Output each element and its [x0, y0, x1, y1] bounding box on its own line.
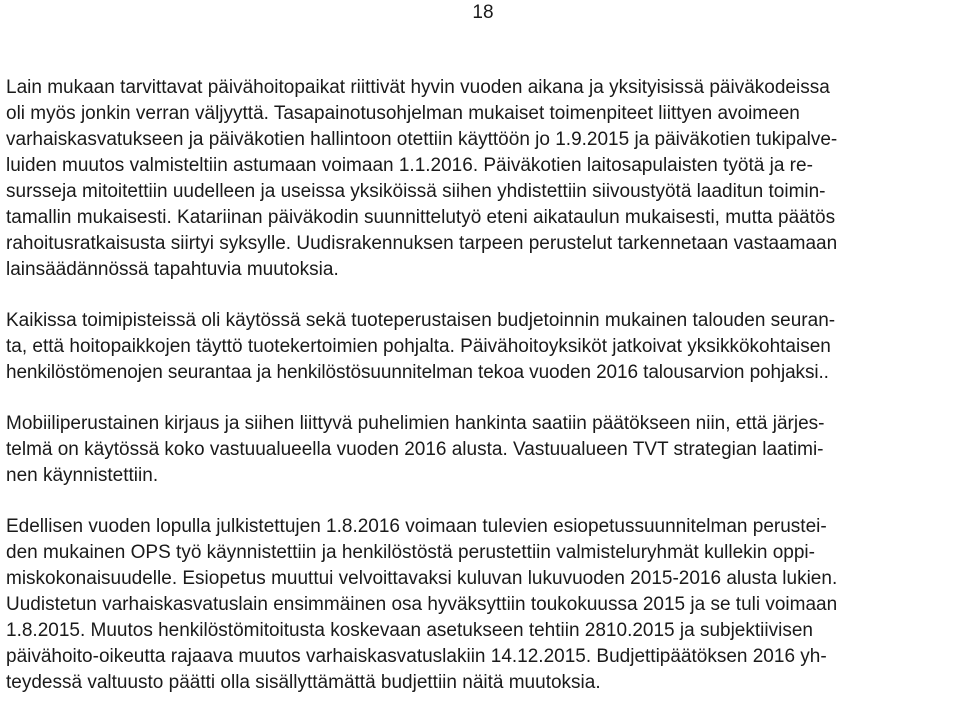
- text-line: miskokonaisuudelle. Esiopetus muuttui velvoittavaksi kuluvan lukuvuoden 2015-2016 alusta lukien.: [6, 568, 838, 589]
- text-line: lainsäädännössä tapahtuvia muutoksia.: [6, 259, 339, 280]
- text-line: tamallin mukaisesti. Katariinan päiväkodin suunnittelutyö eteni aikataulun mukaisesti, mutta päätös: [6, 207, 836, 228]
- text-line: varhaiskasvatukseen ja päiväkotien hallintoon otettiin käyttöön jo 1.9.2015 ja päiväkotien tukipalve-: [6, 129, 838, 150]
- text-line: Edellisen vuoden lopulla julkistettujen 1.8.2016 voimaan tulevien esiopetussuunnitelman perustei-: [6, 516, 827, 537]
- text-line: Uudistetun varhaiskasvatuslain ensimmäinen osa hyväksyttiin toukokuussa 2015 ja se tuli voimaan: [6, 594, 838, 615]
- text-line: 1.8.2015. Muutos henkilöstömitoitusta koskevaan asetukseen tehtiin 2810.2015 ja subjektiivisen: [6, 620, 813, 641]
- paragraph-3: [6, 411, 958, 489]
- text-line: Mobiiliperustainen kirjaus ja siihen liittyvä puhelimien hankinta saatiin päätökseen niin, että järjes-: [6, 413, 825, 434]
- text-line: telmä on käytössä koko vastuualueella vuoden 2016 alusta. Vastuualueen TVT strategian laatimi-: [6, 439, 824, 460]
- text-line: Kaikissa toimipisteissä oli käytössä sekä tuoteperustaisen budjetoinnin mukainen talouden seuran-: [6, 310, 836, 331]
- paragraph-4: [6, 514, 958, 696]
- text-line: päivähoito-oikeutta rajaava muutos varhaiskasvatuslakiin 14.12.2015. Budjettipäätöksen 2016 yh-: [6, 646, 827, 667]
- document-body: [6, 75, 958, 721]
- text-line: teydessä valtuusto päätti olla sisällyttämättä budjettiin näitä muutoksia.: [6, 672, 601, 693]
- text-line: Lain mukaan tarvittavat päivähoitopaikat riittivät hyvin vuoden aikana ja yksityisissä päiväkodeissa: [6, 77, 830, 98]
- text-line: sursseja mitoitettiin uudelleen ja useissa yksiköissä siihen yhdistettiin siivoustyötä laaditun toimin-: [6, 181, 826, 202]
- text-line: henkilöstömenojen seurantaa ja henkilöstösuunnitelman tekoa vuoden 2016 talousarvion pohjaksi..: [6, 362, 829, 383]
- text-line: rahoitusratkaisusta siirtyi syksylle. Uudisrakennuksen tarpeen perustelut tarkennetaan vastaamaan: [6, 233, 838, 254]
- text-line: ta, että hoitopaikkojen täyttö tuotekertoimien pohjalta. Päivähoitoyksiköt jatkoivat yksikkökohtaisen: [6, 336, 831, 357]
- text-line: oli myös jonkin verran väljyyttä. Tasapainotusohjelman mukaiset toimenpiteet liittyen avoimeen: [6, 103, 800, 124]
- paragraph-2: [6, 308, 958, 386]
- paragraph-1: [6, 75, 958, 283]
- text-line: nen käynnistettiin.: [6, 465, 159, 486]
- text-line: den mukainen OPS työ käynnistettiin ja henkilöstöstä perustettiin valmisteluryhmät kullekin oppi-: [6, 542, 815, 563]
- text-line: luiden muutos valmisteltiin astumaan voimaan 1.1.2016. Päiväkotien laitosapulaisten työtä ja re-: [6, 155, 813, 176]
- page-number: 18: [472, 2, 494, 23]
